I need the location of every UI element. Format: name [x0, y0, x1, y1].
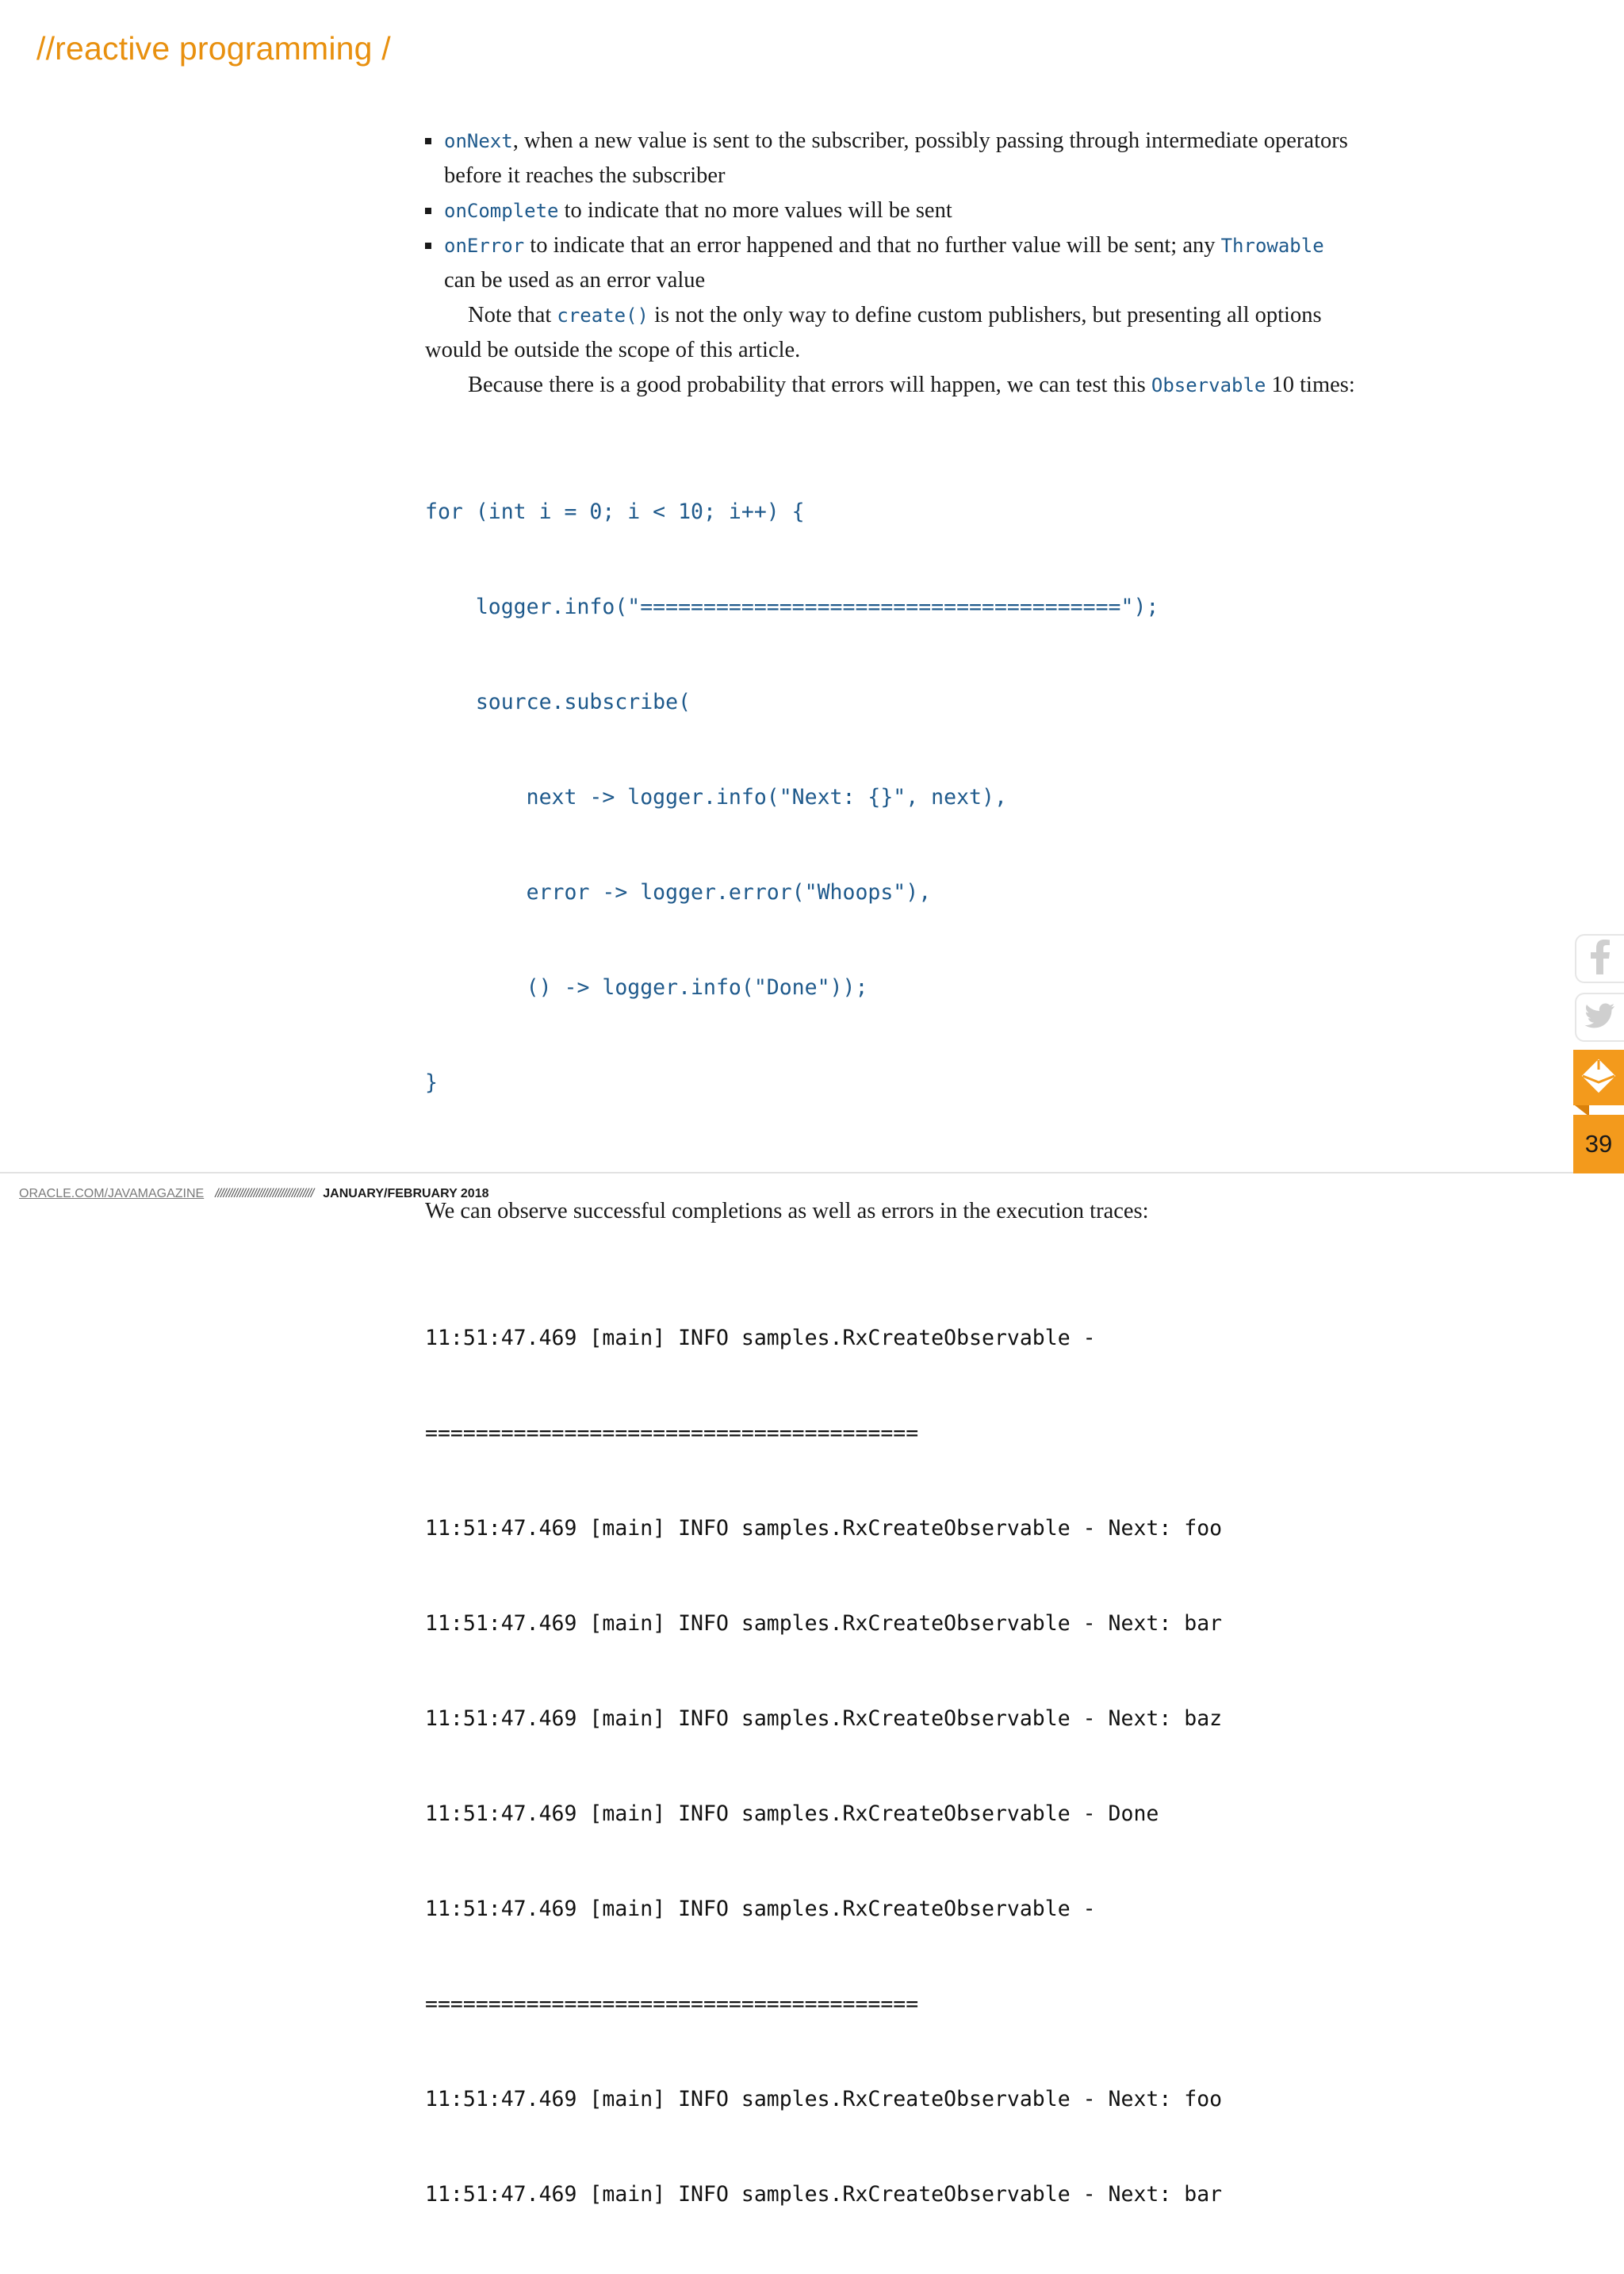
envelope-icon [1581, 1059, 1616, 1097]
code-line: next -> logger.info("Next: {}", next), [425, 785, 1007, 810]
trace-line: 11:51:47.469 [main] INFO samples.RxCreateObservable - Done [425, 1801, 1159, 1826]
code-line: source.subscribe( [425, 690, 691, 714]
inline-code: Throwable [1220, 235, 1324, 257]
article-body [425, 124, 1361, 2274]
trace-line: ======================================= [425, 1421, 919, 1445]
list-item [425, 124, 1361, 193]
code-line: () -> logger.info("Done")); [425, 975, 868, 1000]
inline-code: onError [444, 235, 525, 257]
bullet-marker [425, 138, 431, 144]
twitter-bird-icon [1584, 1002, 1616, 1033]
facebook-icon [1588, 940, 1612, 978]
list-item-text: to indicate that an error happened and that no further value will be sent; any [524, 233, 1221, 258]
trace-line: ======================================= [425, 1992, 919, 2016]
paragraph-text: is not the only way to define custom publishers, but presenting all options would be outside the scope of this article. [425, 303, 1322, 362]
paragraph: We can observe successful completions as well as errors in the execution traces: [425, 1199, 1149, 1223]
paragraph-text: Note that [468, 303, 557, 327]
inline-code: create() [557, 304, 649, 327]
list-item-text: can be used as an error value [444, 268, 706, 293]
paragraph [425, 368, 1361, 403]
event-list [425, 124, 1361, 298]
code-line: error -> logger.error("Whoops"), [425, 880, 932, 905]
inline-code: onNext [444, 130, 513, 152]
bullet-marker [425, 243, 431, 249]
footer-decoration: //////////////////////////////////// [215, 1187, 314, 1200]
inline-code: Observable [1151, 374, 1266, 396]
paragraph [425, 298, 1361, 368]
code-line: logger.info("======================================"); [425, 595, 1159, 619]
list-item-text: , when a new value is sent to the subscriber, possibly passing through intermediate operators before it reaches the subscriber [444, 128, 1348, 188]
twitter-share-button[interactable] [1575, 993, 1624, 1042]
trace-line: 11:51:47.469 [main] INFO samples.RxCreateObservable - Next: baz [425, 1706, 1223, 1731]
code-listing [425, 433, 1361, 1162]
inline-code: onComplete [444, 200, 559, 222]
trace-line: 11:51:47.469 [main] INFO samples.RxCreateObservable - [425, 1897, 1096, 1921]
list-item [425, 228, 1361, 298]
code-line: } [425, 1070, 438, 1095]
trace-line: 11:51:47.469 [main] INFO samples.RxCreateObservable - Next: foo [425, 2087, 1223, 2111]
trace-line: 11:51:47.469 [main] INFO samples.RxCreateObservable - [425, 1326, 1096, 1350]
footer-divider [0, 1172, 1573, 1173]
footer [19, 1185, 489, 1204]
email-share-button[interactable] [1573, 1050, 1624, 1105]
section-title: //reactive programming / [36, 30, 391, 67]
list-item-text: to indicate that no more values will be sent [558, 198, 952, 223]
execution-trace [425, 1259, 1361, 2274]
list-item [425, 193, 1361, 228]
trace-line: 11:51:47.469 [main] INFO samples.RxCreateObservable - Next: bar [425, 1611, 1223, 1636]
footer-link[interactable]: ORACLE.COM/JAVAMAGAZINE [19, 1187, 205, 1200]
facebook-share-button[interactable] [1575, 934, 1624, 983]
trace-line: 11:51:47.469 [main] INFO samples.RxCreateObservable - Next: foo [425, 1516, 1223, 1541]
issue-date: JANUARY/FEBRUARY 2018 [323, 1187, 489, 1200]
page-number: 39 [1573, 1115, 1624, 1173]
bullet-marker [425, 208, 431, 214]
trace-line: 11:51:47.469 [main] INFO samples.RxCreateObservable - Next: bar [425, 2182, 1223, 2207]
paragraph-text: 10 times: [1266, 373, 1355, 397]
code-line: for (int i = 0; i < 10; i++) { [425, 500, 805, 524]
paragraph-text: Because there is a good probability that errors will happen, we can test this [468, 373, 1151, 397]
